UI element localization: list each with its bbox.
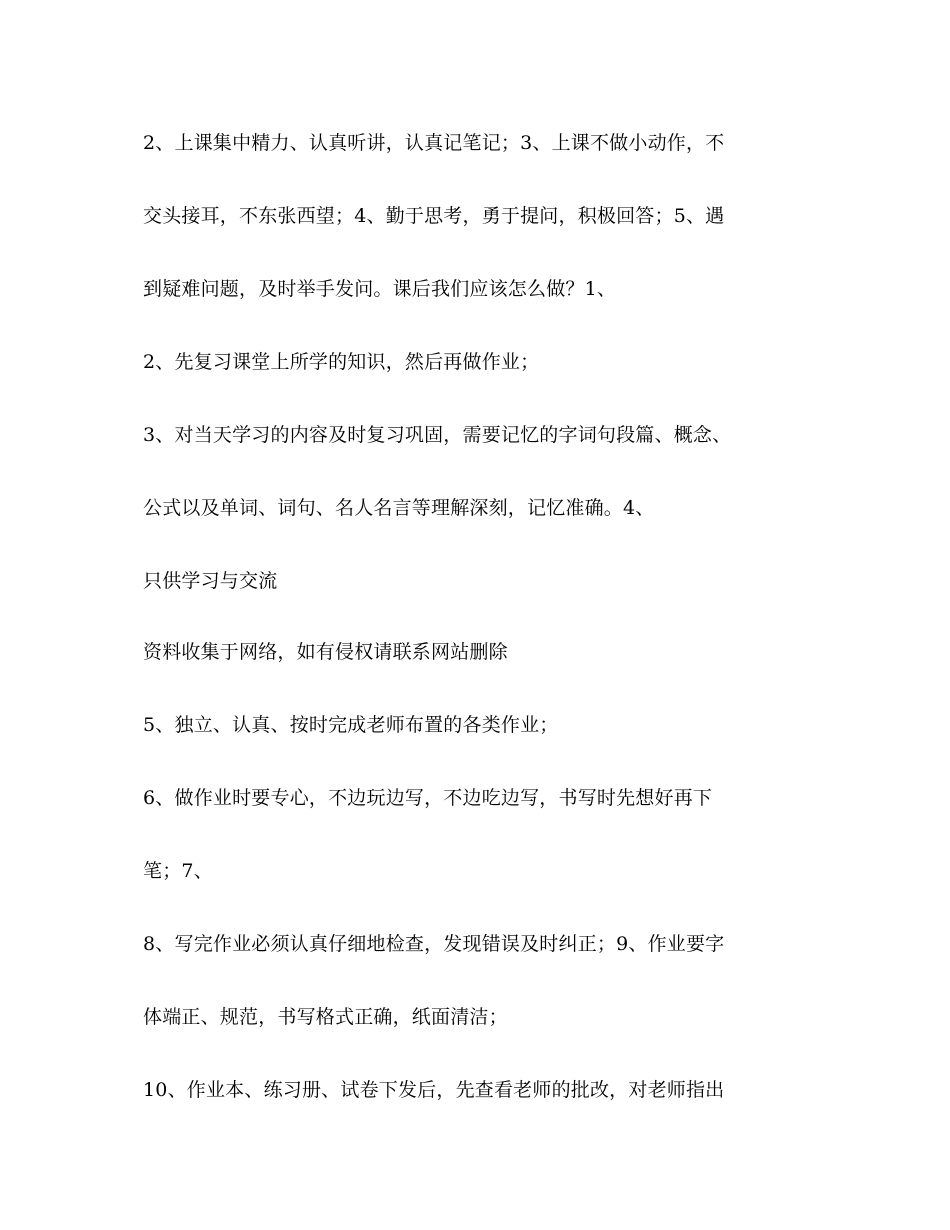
text-line: 笔；7、 — [143, 860, 213, 882]
text-line: 8、写完作业必须认真仔细地检查，发现错误及时纠正；9、作业要字 — [143, 933, 725, 955]
text-line: 公式以及单词、词句、名人名言等理解深刻，记忆准确。4、 — [143, 497, 655, 519]
text-line: 交头接耳，不东张西望；4、勤于思考，勇于提问，积极回答；5、遇 — [143, 205, 725, 227]
text-line: 5、独立、认真、按时完成老师布置的各类作业； — [143, 714, 559, 736]
text-line: 体端正、规范，书写格式正确，纸面清洁； — [143, 1006, 508, 1028]
text-line: 2、先复习课堂上所学的知识，然后再做作业； — [143, 351, 540, 373]
text-line: 2、上课集中精力、认真听讲，认真记笔记；3、上课不做小动作，不 — [143, 132, 725, 154]
footer-note-line: 只供学习与交流 — [143, 570, 278, 592]
text-line: 6、做作业时要专心，不边玩边写，不边吃边写，书写时先想好再下 — [143, 787, 713, 809]
text-line: 10、作业本、练习册、试卷下发后，先查看老师的批改，对老师指出 — [143, 1079, 725, 1101]
footer-note-line: 资料收集于网络，如有侵权请联系网站删除 — [143, 641, 508, 663]
text-line: 3、对当天学习的内容及时复习巩固，需要记忆的字词句段篇、概念、 — [143, 424, 732, 446]
text-line: 到疑难问题，及时举手发问。课后我们应该怎么做？1、 — [143, 278, 617, 300]
